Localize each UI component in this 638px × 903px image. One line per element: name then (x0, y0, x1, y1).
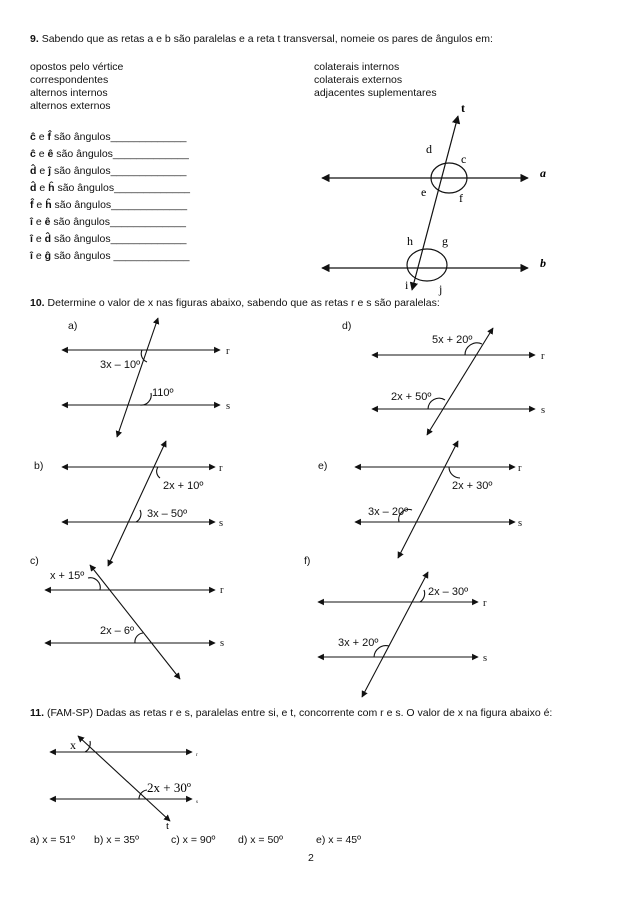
category-item: correspondentes (30, 74, 109, 86)
figure-f-bottom-angle: 3x + 20º (338, 637, 379, 649)
pair-row: î e ĝ são ângulos _____________ (30, 250, 190, 262)
q11-angle-label: 2x + 30º (147, 780, 191, 795)
figure-d-bottom-angle: 2x + 50º (391, 391, 432, 403)
pair-row: î e ê são ângulos_____________ (30, 216, 186, 228)
figure-e-label: e) (318, 460, 328, 472)
label-a: a (540, 166, 546, 180)
pair-row: f̂ e ĥ são ângulos_____________ (30, 199, 188, 211)
figure-b-s: s (219, 518, 224, 529)
figure-c-label: c) (30, 555, 39, 567)
figure-c-top-angle: x + 15º (50, 570, 85, 582)
pair-row: ĉ e f̂ são ângulos_____________ (30, 131, 187, 143)
angle-f: f (459, 191, 463, 205)
angle-g: g (442, 234, 448, 248)
angle-d: d (426, 142, 432, 156)
option-d[interactable]: d) x = 50º (238, 834, 283, 846)
label-t: t (461, 101, 465, 115)
option-b[interactable]: b) x = 35º (94, 834, 139, 846)
figure-d-label: d) (342, 320, 352, 332)
figure-f-label: f) (304, 555, 311, 567)
figure-c-s: s (220, 638, 225, 649)
q9-number: 9. (30, 33, 39, 45)
pair-row: d̂ e ĥ são ângulos_____________ (30, 182, 190, 194)
pair-row: î e d̂ são ângulos_____________ (30, 233, 187, 245)
figure-f-r: r (483, 598, 487, 609)
angle-e: e (421, 185, 427, 199)
figure-a-bottom-angle: 110º (152, 387, 174, 399)
figure-d-top-angle: 5x + 20º (432, 334, 473, 346)
figure-e-s: s (518, 518, 523, 529)
q11-t: t (166, 820, 170, 832)
category-item: alternos externos (30, 100, 111, 112)
figure-b-r: r (219, 463, 223, 474)
angle-h: h (407, 234, 413, 248)
page-number: 2 (308, 852, 314, 864)
angle-j: j (439, 282, 443, 296)
angle-c: c (461, 152, 467, 166)
category-item: alternos internos (30, 87, 108, 99)
category-item: colaterais externos (314, 74, 403, 86)
figure-d-r: r (541, 351, 545, 362)
angle-i: i (405, 278, 409, 292)
q11-text: (FAM-SP) Dadas as retas r e s, paralelas entre si, e t, concorrente com r e s. O valor de x na figura abaixo é: (46, 707, 553, 719)
figure-b-label: b) (34, 460, 44, 472)
category-item: adjacentes suplementares (314, 87, 437, 99)
q11-s: s (196, 800, 198, 805)
label-b: b (540, 256, 546, 270)
option-c[interactable]: c) x = 90º (171, 834, 216, 846)
figure-b-bottom-angle: 3x – 50º (147, 508, 188, 520)
q11-number: 11. (30, 707, 45, 719)
figure-d-s: s (541, 405, 546, 416)
figure-a-s: s (226, 401, 231, 412)
pair-row: ĉ e ê são ângulos_____________ (30, 148, 189, 160)
figure-f-s: s (483, 653, 488, 664)
pair-row: d̂ e ĵ são ângulos_____________ (30, 165, 187, 177)
figure-e-r: r (518, 463, 522, 474)
q9-text: Sabendo que as retas a e b são paralelas e a reta t transversal, nomeie os pares de ângulos em: (41, 33, 493, 45)
category-item: colaterais internos (314, 61, 400, 73)
figure-f-top-angle: 2x – 30º (428, 586, 469, 598)
q11-r: r (196, 753, 198, 758)
q11-x-label: x (70, 738, 76, 752)
option-a[interactable]: a) x = 51º (30, 834, 75, 846)
category-item: opostos pelo vértice (30, 61, 124, 73)
q10-number: 10. (30, 297, 45, 309)
figure-a-label: a) (68, 320, 78, 332)
figure-b-top-angle: 2x + 10º (163, 480, 204, 492)
q10-text: Determine o valor de x nas figuras abaixo, sabendo que as retas r e s são paralelas: (47, 297, 440, 309)
figure-e-top-angle: 2x + 30º (452, 480, 493, 492)
figure-c-bottom-angle: 2x – 6º (100, 625, 134, 637)
option-e[interactable]: e) x = 45º (316, 834, 361, 846)
figure-e-bottom-angle: 3x – 20º (368, 506, 409, 518)
figure-c-r: r (220, 585, 224, 596)
figure-a-top-angle: 3x – 10º (100, 359, 141, 371)
figure-a-r: r (226, 346, 230, 357)
